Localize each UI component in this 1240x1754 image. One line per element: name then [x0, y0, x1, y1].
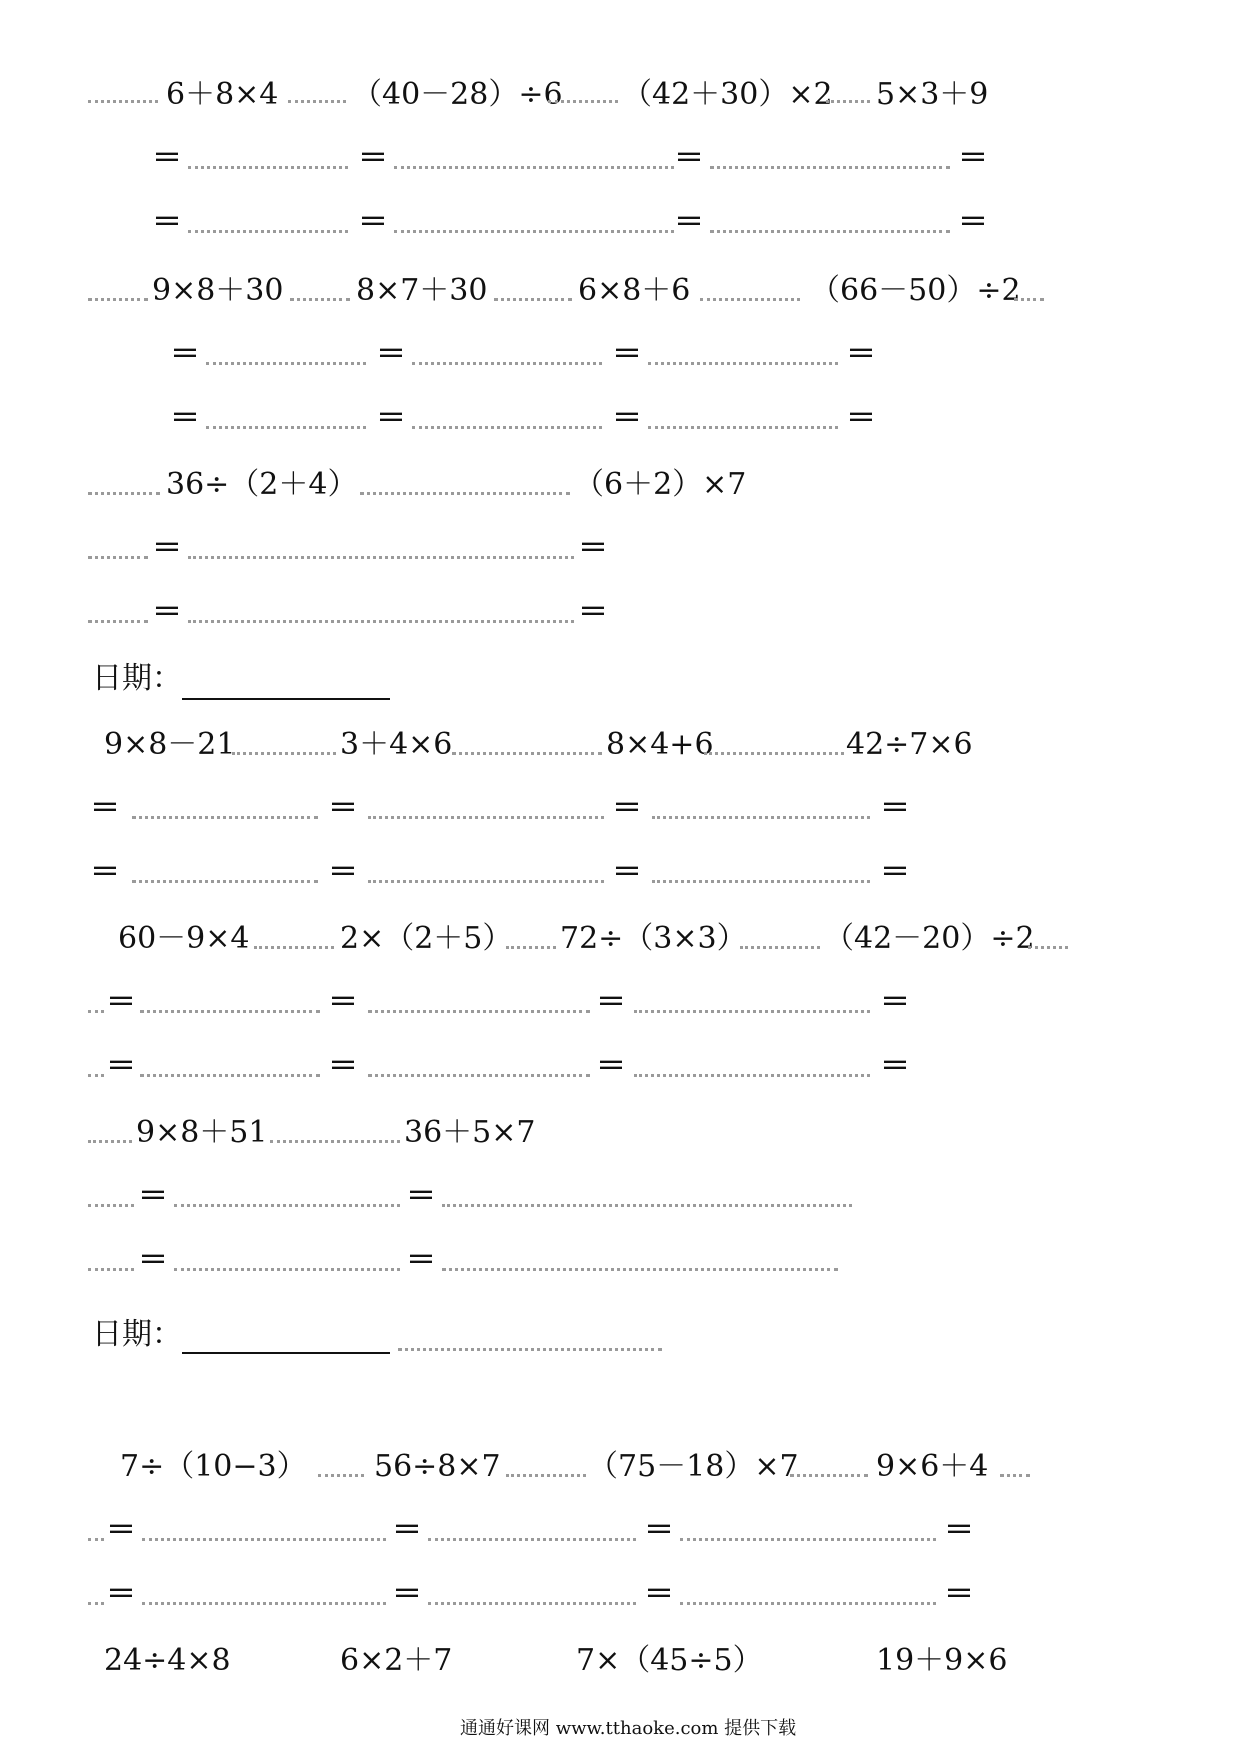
equals-sign: ＝	[90, 791, 120, 826]
dotted-leader	[452, 752, 602, 755]
dotted-leader	[88, 492, 160, 495]
dotted-leader	[428, 1538, 636, 1541]
equals-sign: ＝	[612, 855, 642, 890]
dotted-leader	[790, 1474, 868, 1477]
dotted-leader	[826, 100, 870, 103]
equals-sign: ＝	[880, 791, 910, 826]
dotted-leader	[88, 1268, 134, 1271]
equals-sign: ＝	[358, 205, 388, 240]
expression: 42÷7×6	[846, 727, 973, 762]
equals-sign: ＝	[328, 855, 358, 890]
expression: 19＋9×6	[876, 1643, 1008, 1678]
dotted-leader	[368, 1010, 590, 1013]
equals-sign: ＝	[392, 1577, 422, 1612]
dotted-leader	[634, 1074, 870, 1077]
dotted-leader	[740, 946, 820, 949]
expression: 6×2＋7	[340, 1643, 453, 1678]
equals-sign: ＝	[644, 1513, 674, 1548]
dotted-leader	[142, 1538, 386, 1541]
dotted-leader	[188, 620, 574, 623]
expression: 9×8＋51	[136, 1115, 268, 1150]
dotted-leader	[318, 1474, 364, 1477]
dotted-leader	[232, 752, 336, 755]
expression: 9×8－21	[104, 727, 236, 762]
dotted-leader	[88, 298, 148, 301]
expression: 6＋8×4	[166, 77, 279, 112]
dotted-leader	[360, 492, 570, 495]
dotted-leader	[1014, 298, 1044, 301]
expression: （75－18）×7	[588, 1449, 799, 1484]
equals-sign: ＝	[328, 791, 358, 826]
dotted-leader	[88, 620, 148, 623]
dotted-leader	[142, 1602, 386, 1605]
dotted-leader	[254, 946, 334, 949]
equals-sign: ＝	[138, 1179, 168, 1214]
equals-sign: ＝	[880, 855, 910, 890]
expression: 24÷4×8	[104, 1643, 231, 1678]
dotted-leader	[1000, 1474, 1030, 1477]
expression: 60－9×4	[118, 921, 250, 956]
equals-sign: ＝	[674, 141, 704, 176]
equals-sign: ＝	[596, 985, 626, 1020]
equals-sign: ＝	[152, 141, 182, 176]
dotted-leader	[442, 1268, 838, 1271]
equals-sign: ＝	[152, 205, 182, 240]
dotted-leader	[368, 880, 604, 883]
equals-sign: ＝	[90, 855, 120, 890]
expression: 7÷（10−3）	[120, 1449, 307, 1484]
equals-sign: ＝	[944, 1577, 974, 1612]
equals-sign: ＝	[578, 595, 608, 630]
equals-sign: ＝	[376, 337, 406, 372]
dotted-leader	[174, 1268, 400, 1271]
equals-sign: ＝	[106, 1577, 136, 1612]
equals-sign: ＝	[944, 1513, 974, 1548]
equals-sign: ＝	[880, 985, 910, 1020]
equals-sign: ＝	[612, 337, 642, 372]
expression: 6×8＋6	[578, 273, 691, 308]
footer-credit: 通通好课网 www.tthaoke.com 提供下载	[460, 1718, 797, 1739]
dotted-leader	[652, 816, 870, 819]
dotted-leader	[88, 1538, 104, 1541]
expression: （40－28）÷6	[352, 77, 563, 112]
dotted-leader	[174, 1204, 400, 1207]
dotted-leader	[368, 816, 604, 819]
dotted-leader	[680, 1602, 936, 1605]
dotted-leader	[290, 298, 350, 301]
date-input-line[interactable]	[182, 698, 390, 700]
dotted-leader	[88, 100, 158, 103]
dotted-leader	[188, 166, 348, 169]
dotted-leader	[140, 1074, 320, 1077]
equals-sign: ＝	[406, 1179, 436, 1214]
dotted-leader	[270, 1140, 400, 1143]
expression: 72÷（3×3）	[560, 921, 747, 956]
expression: 8×4+6	[606, 727, 714, 762]
dotted-leader	[648, 426, 838, 429]
dotted-leader	[548, 100, 618, 103]
equals-sign: ＝	[152, 595, 182, 630]
expression: 8×7＋30	[356, 273, 488, 308]
dotted-leader	[704, 752, 844, 755]
dotted-leader	[506, 1474, 586, 1477]
expression: 9×6＋4	[876, 1449, 989, 1484]
expression: 7×（45÷5）	[576, 1643, 763, 1678]
expression: 56÷8×7	[374, 1449, 501, 1484]
dotted-leader	[652, 880, 870, 883]
dotted-leader	[132, 816, 318, 819]
expression: 36＋5×7	[404, 1115, 536, 1150]
expression: （6＋2）×7	[574, 467, 747, 502]
dotted-leader	[206, 362, 366, 365]
equals-sign: ＝	[958, 141, 988, 176]
equals-sign: ＝	[644, 1577, 674, 1612]
dotted-leader	[680, 1538, 936, 1541]
expression: （42＋30）×2	[622, 77, 833, 112]
equals-sign: ＝	[674, 205, 704, 240]
expression: 3＋4×6	[340, 727, 453, 762]
dotted-leader	[88, 1074, 104, 1077]
expression: 2×（2＋5）	[340, 921, 513, 956]
equals-sign: ＝	[152, 531, 182, 566]
equals-sign: ＝	[578, 531, 608, 566]
dotted-leader	[188, 230, 348, 233]
dotted-leader	[700, 298, 800, 301]
dotted-leader	[88, 1010, 104, 1013]
expression: 36÷（2＋4）	[166, 467, 358, 502]
dotted-leader	[288, 100, 346, 103]
dotted-leader	[368, 1074, 590, 1077]
dotted-leader	[88, 1602, 104, 1605]
date-input-line[interactable]	[182, 1352, 390, 1354]
dotted-leader	[710, 166, 950, 169]
equals-sign: ＝	[170, 337, 200, 372]
equals-sign: ＝	[846, 337, 876, 372]
equals-sign: ＝	[846, 401, 876, 436]
expression: （42－20）÷2	[824, 921, 1035, 956]
dotted-leader	[1028, 946, 1068, 949]
expression: 9×8＋30	[152, 273, 284, 308]
equals-sign: ＝	[328, 985, 358, 1020]
dotted-leader	[394, 166, 674, 169]
dotted-leader	[634, 1010, 870, 1013]
equals-sign: ＝	[328, 1049, 358, 1084]
equals-sign: ＝	[376, 401, 406, 436]
date-label: 日期：	[92, 661, 182, 696]
dotted-leader	[442, 1204, 852, 1207]
date-label: 日期：	[92, 1317, 182, 1352]
equals-sign: ＝	[106, 1049, 136, 1084]
dotted-leader	[412, 362, 602, 365]
dotted-leader	[506, 946, 556, 949]
dotted-leader	[494, 298, 572, 301]
equals-sign: ＝	[106, 985, 136, 1020]
dotted-leader	[188, 556, 574, 559]
equals-sign: ＝	[958, 205, 988, 240]
dotted-leader	[132, 880, 318, 883]
equals-sign: ＝	[138, 1243, 168, 1278]
dotted-leader	[710, 230, 950, 233]
dotted-leader	[648, 362, 838, 365]
dotted-leader	[88, 1140, 132, 1143]
equals-sign: ＝	[392, 1513, 422, 1548]
equals-sign: ＝	[596, 1049, 626, 1084]
expression: （66－50）÷2	[810, 273, 1021, 308]
dotted-leader	[140, 1010, 320, 1013]
equals-sign: ＝	[880, 1049, 910, 1084]
dotted-leader	[394, 230, 674, 233]
equals-sign: ＝	[358, 141, 388, 176]
dotted-leader	[412, 426, 602, 429]
equals-sign: ＝	[170, 401, 200, 436]
equals-sign: ＝	[406, 1243, 436, 1278]
dotted-leader	[206, 426, 366, 429]
dotted-leader	[398, 1348, 662, 1351]
dotted-leader	[88, 1204, 134, 1207]
dotted-leader	[428, 1602, 636, 1605]
equals-sign: ＝	[106, 1513, 136, 1548]
equals-sign: ＝	[612, 401, 642, 436]
dotted-leader	[88, 556, 148, 559]
expression: 5×3＋9	[876, 77, 989, 112]
equals-sign: ＝	[612, 791, 642, 826]
